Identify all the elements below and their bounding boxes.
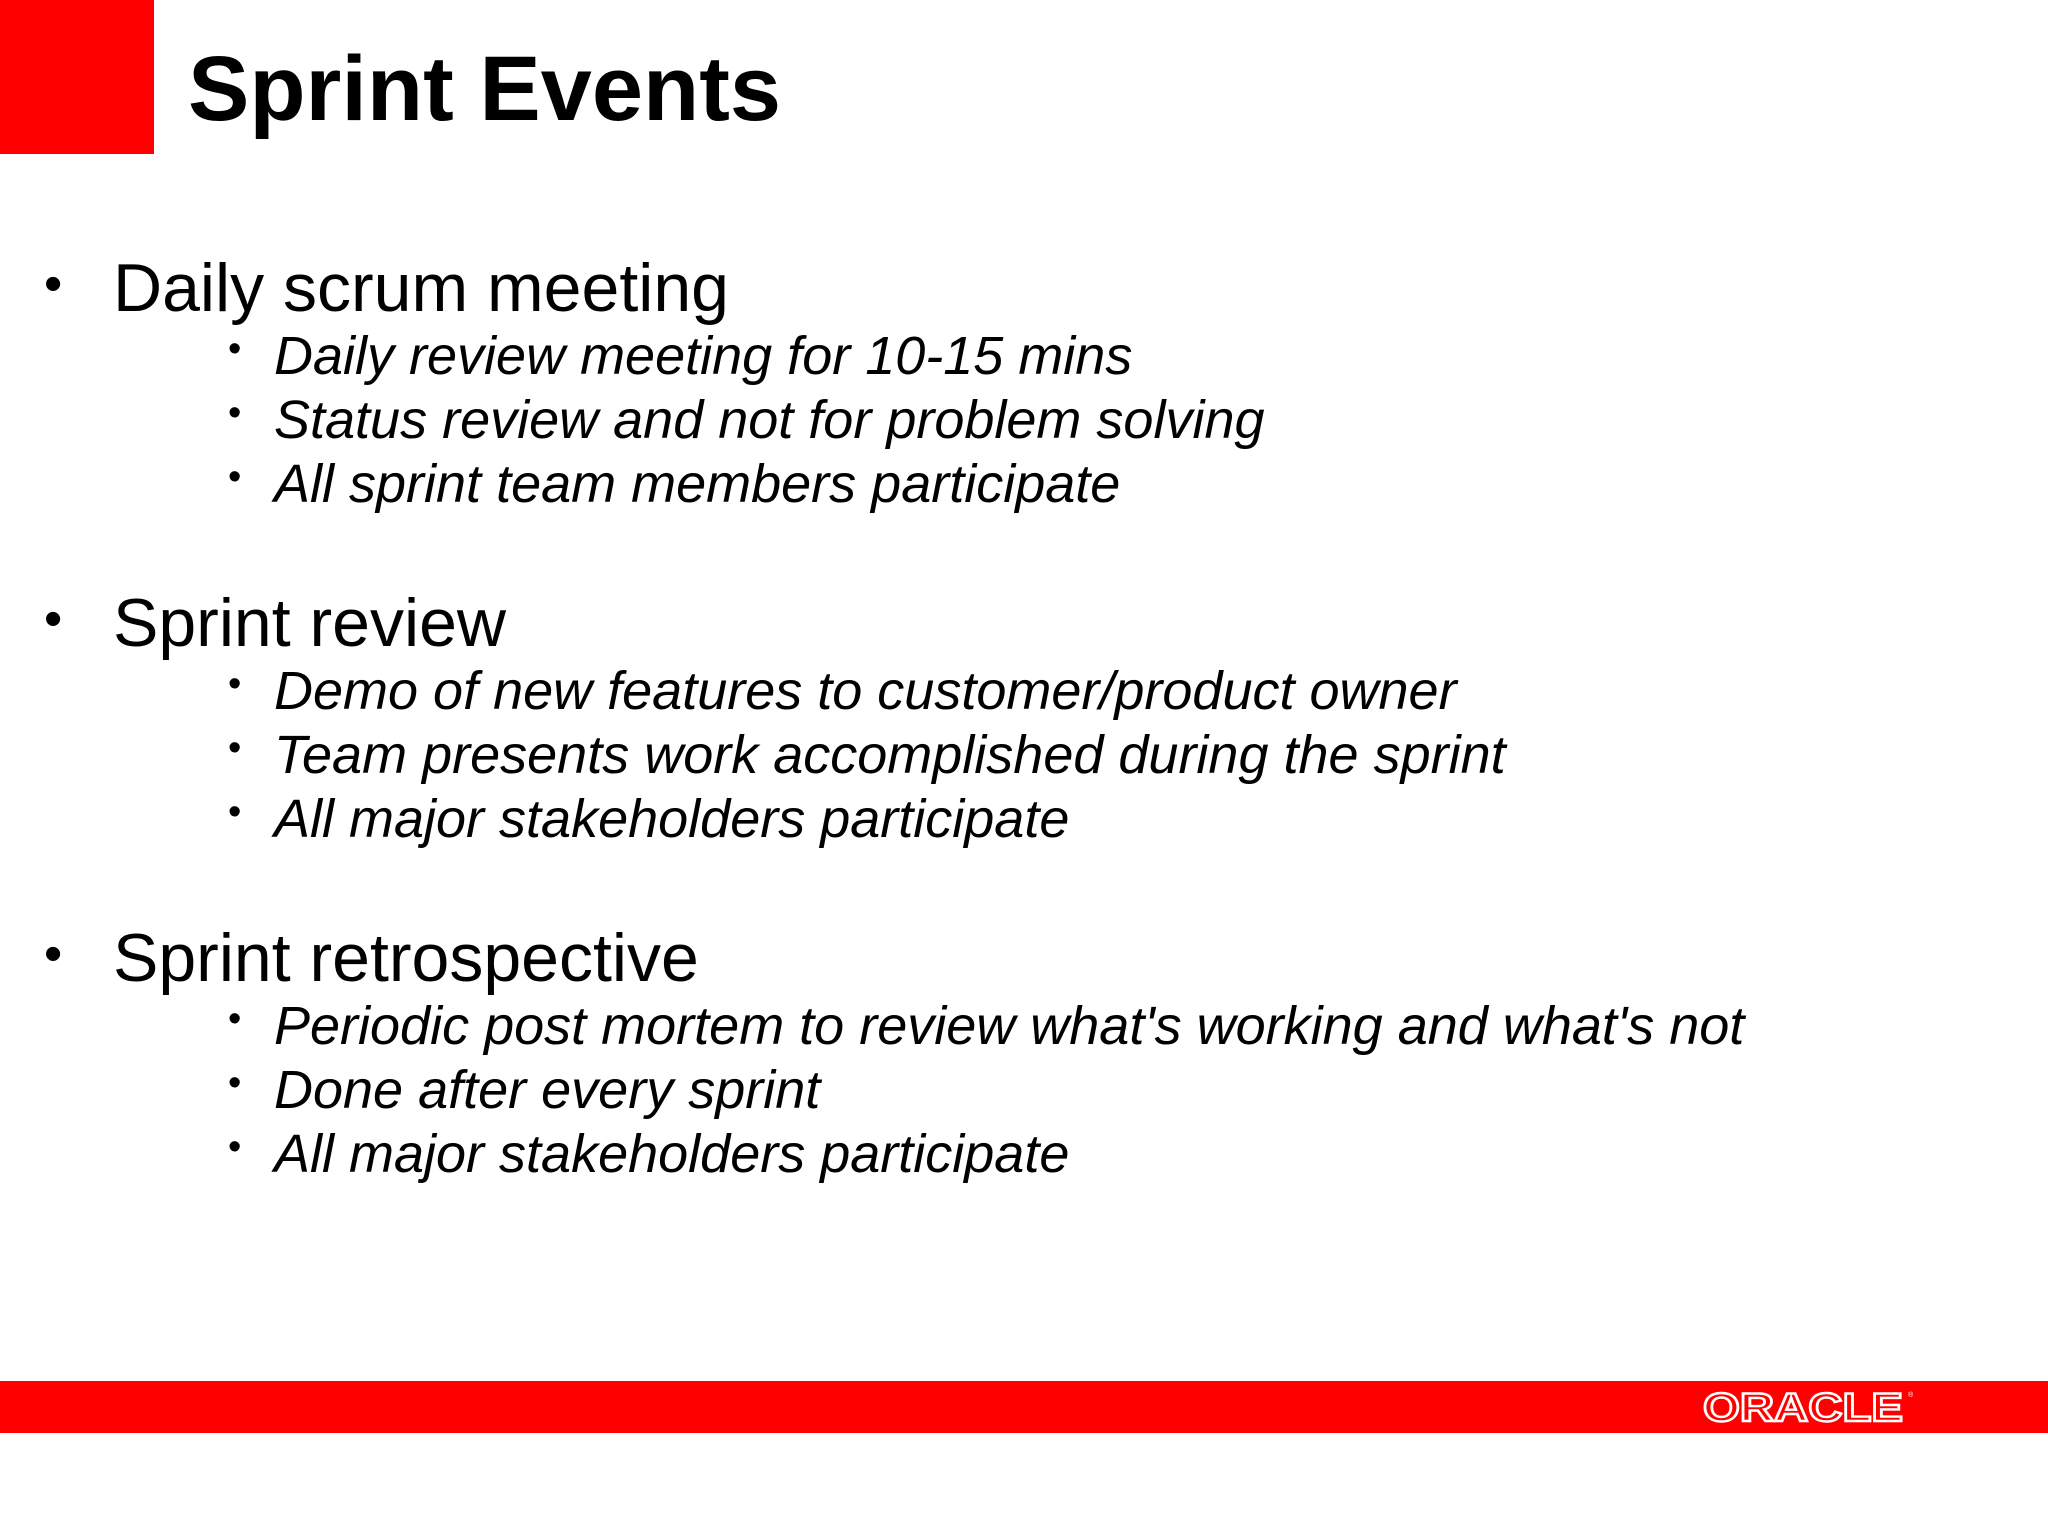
section-heading: Daily scrum meeting (113, 250, 729, 326)
bullet-icon: • (44, 925, 63, 983)
list-item-text: All major stakeholders participate (274, 789, 1070, 849)
bullet-icon: • (228, 727, 242, 769)
list-item (0, 659, 2048, 723)
list-item (0, 723, 2048, 787)
registered-mark-icon: ® (1908, 1392, 1914, 1399)
slide-title: Sprint Events (188, 38, 782, 140)
section-heading: Sprint review (113, 585, 507, 661)
bullet-icon: • (228, 791, 242, 833)
bullet-icon: • (44, 255, 63, 313)
bullet-icon: • (44, 590, 63, 648)
bullet-icon: • (228, 663, 242, 705)
section-heading: Sprint retrospective (113, 920, 699, 996)
list-item-text: Done after every sprint (274, 1060, 821, 1120)
list-item (0, 388, 2048, 452)
list-item-text: Demo of new features to customer/product owner (274, 661, 1457, 721)
list-item-text: Team presents work accomplished during the sprint (274, 725, 1506, 785)
oracle-logo (1703, 1383, 1917, 1431)
bullet-icon: • (228, 456, 242, 498)
list-item-text: Daily review meeting for 10-15 mins (274, 326, 1133, 386)
bullet-icon: • (228, 1126, 242, 1168)
list-item-text: Status review and not for problem solving (274, 390, 1265, 450)
list-item (0, 452, 2048, 516)
bullet-icon: • (228, 392, 242, 434)
list-item-text: Periodic post mortem to review what's working and what's not (274, 996, 1745, 1056)
list-item-text: All major stakeholders participate (274, 1124, 1070, 1184)
list-item (0, 324, 2048, 388)
bullet-icon: • (228, 1062, 242, 1104)
list-item (0, 787, 2048, 851)
list-item (0, 1122, 2048, 1186)
bullet-icon: • (228, 328, 242, 370)
list-item (0, 1058, 2048, 1122)
list-item-text: All sprint team members participate (274, 454, 1121, 514)
bullet-icon: • (228, 998, 242, 1040)
list-item (0, 994, 2048, 1058)
logo-wordmark: ORACLE (1703, 1386, 1903, 1430)
